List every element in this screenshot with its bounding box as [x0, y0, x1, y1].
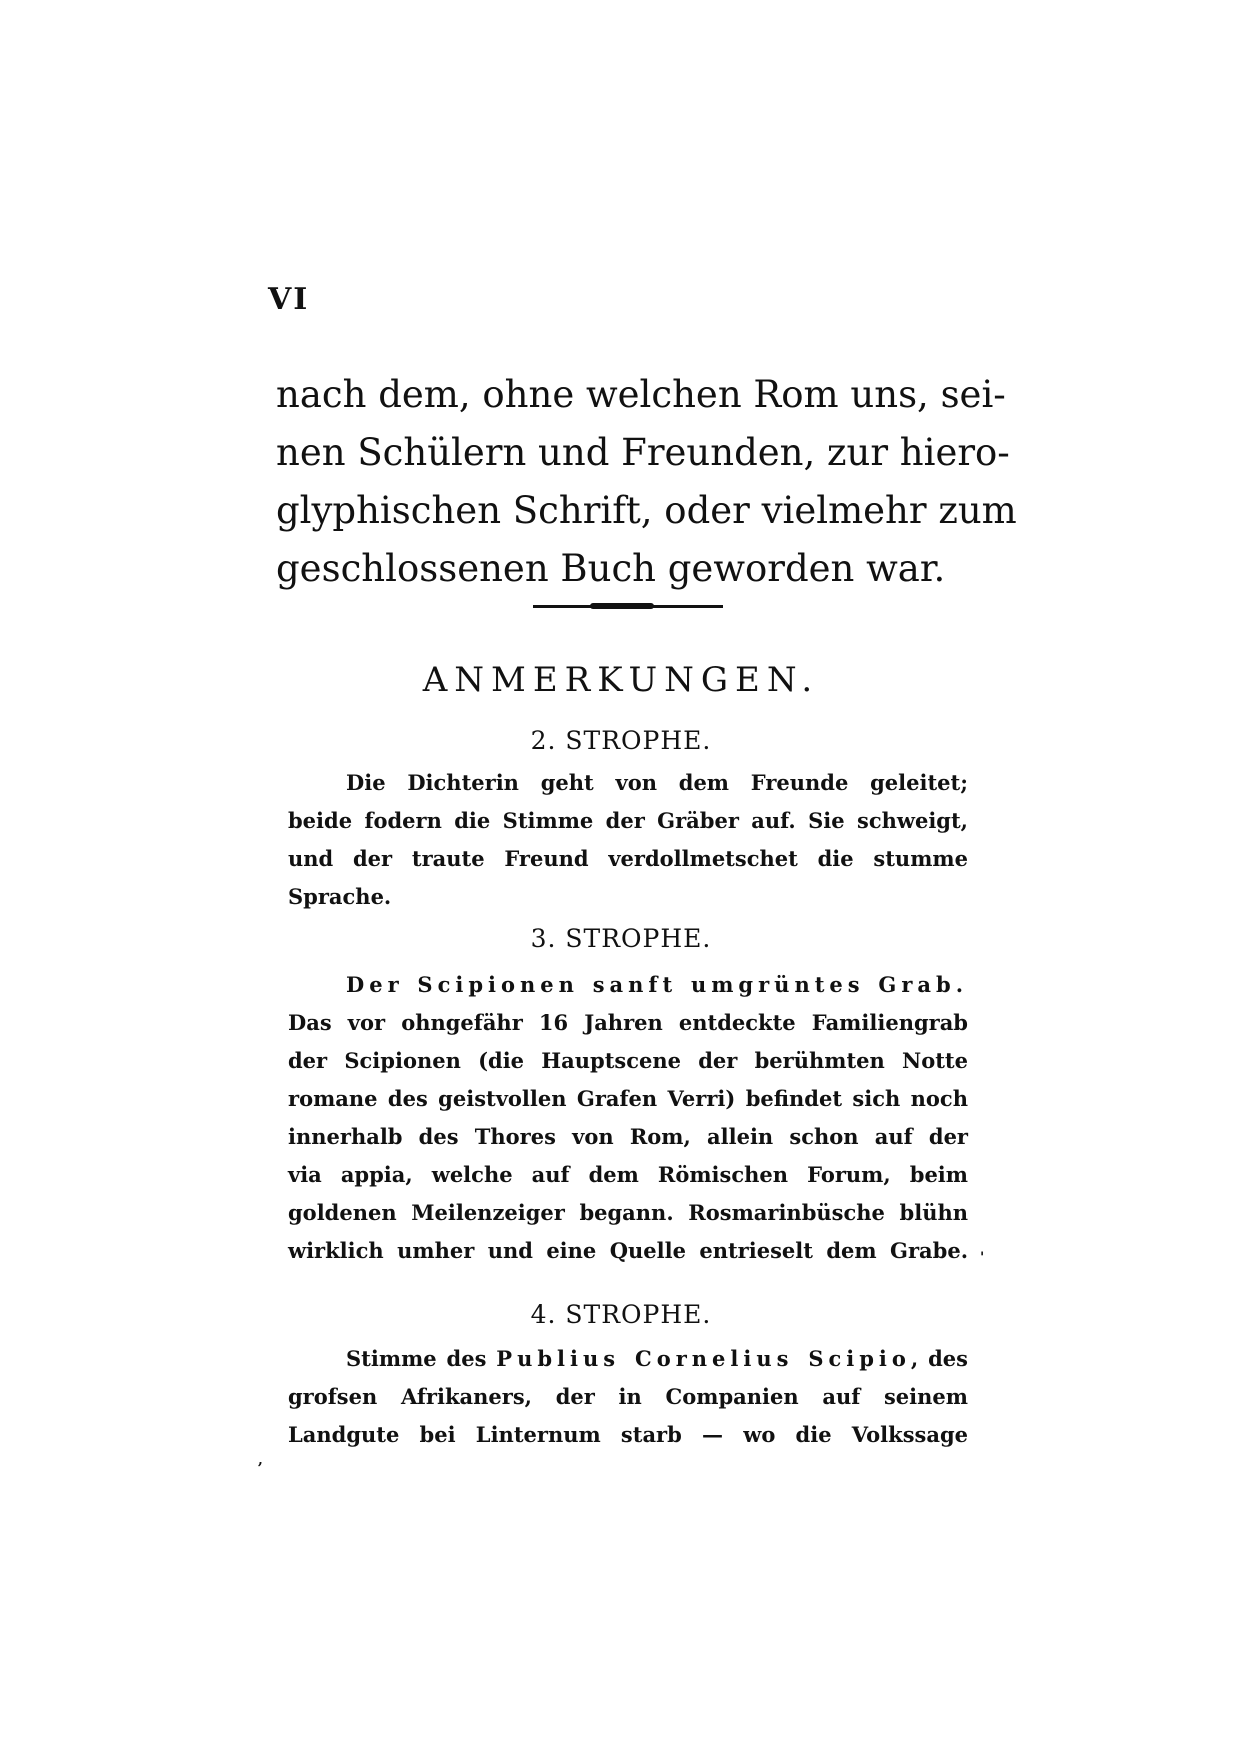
- page-number: VI: [268, 282, 310, 317]
- main-text-line: glyphischen Schrift, oder vielmehr zum: [276, 489, 1017, 532]
- section-divider-swell: [590, 603, 654, 609]
- main-text-line: nen Schülern und Freunden, zur hiero-: [276, 431, 1010, 474]
- strophe-3-heading: 3. STROPHE.: [530, 924, 712, 953]
- note-lead-line: Der Scipionen sanft umgrüntes Grab.: [346, 972, 968, 997]
- note-line: Die Dichterin geht von dem Freunde geleitet;: [346, 770, 968, 795]
- note-line: goldenen Meilenzeiger begann. Rosmarinbüsche blühn: [288, 1200, 968, 1225]
- note-line: der Scipionen (die Hauptscene der berühmten Notte: [288, 1048, 968, 1073]
- print-speck-mark: ,: [258, 1452, 263, 1468]
- print-speck-mark: ': [980, 1250, 985, 1266]
- note-line: via appia, welche auf dem Römischen Forum, beim: [288, 1162, 968, 1187]
- note-line: innerhalb des Thores von Rom, allein schon auf der: [288, 1124, 968, 1149]
- note-line: grofsen Afrikaners, der in Companien auf seinem: [288, 1384, 968, 1409]
- strophe-2-note: [288, 764, 968, 916]
- main-text-line: nach dem, ohne welchen Rom uns, sei-: [276, 373, 1006, 416]
- strophe-4-heading: 4. STROPHE.: [530, 1300, 712, 1329]
- strophe-2-heading: 2. STROPHE.: [530, 726, 712, 755]
- note-line: Landgute bei Linternum starb — wo die Volkssage: [288, 1422, 968, 1447]
- main-paragraph: [276, 366, 1017, 598]
- notes-heading: ANMERKUNGEN.: [422, 660, 820, 700]
- strophe-4-note: [288, 1340, 968, 1454]
- note-line: Das vor ohngefähr 16 Jahren entdeckte Familiengrab: [288, 1010, 968, 1035]
- note-line: Sprache.: [288, 884, 392, 909]
- note-lead-name: Publius Cornelius Scipio: [496, 1346, 911, 1371]
- note-lead-text: Stimme des: [346, 1346, 497, 1371]
- note-line: beide fodern die Stimme der Gräber auf. Sie schweigt,: [288, 808, 968, 833]
- note-line: und der traute Freund verdollmetschet die stumme: [288, 846, 968, 871]
- strophe-3-note: [288, 966, 968, 1270]
- note-line: wirklich umher und eine Quelle entrieselt dem Grabe.: [288, 1238, 968, 1263]
- main-text-line: geschlossenen Buch geworden war.: [276, 547, 946, 590]
- note-lead-line: [288, 1340, 968, 1378]
- note-line: romane des geistvollen Grafen Verri) befindet sich noch: [288, 1086, 968, 1111]
- note-lead-text: , des: [910, 1346, 968, 1371]
